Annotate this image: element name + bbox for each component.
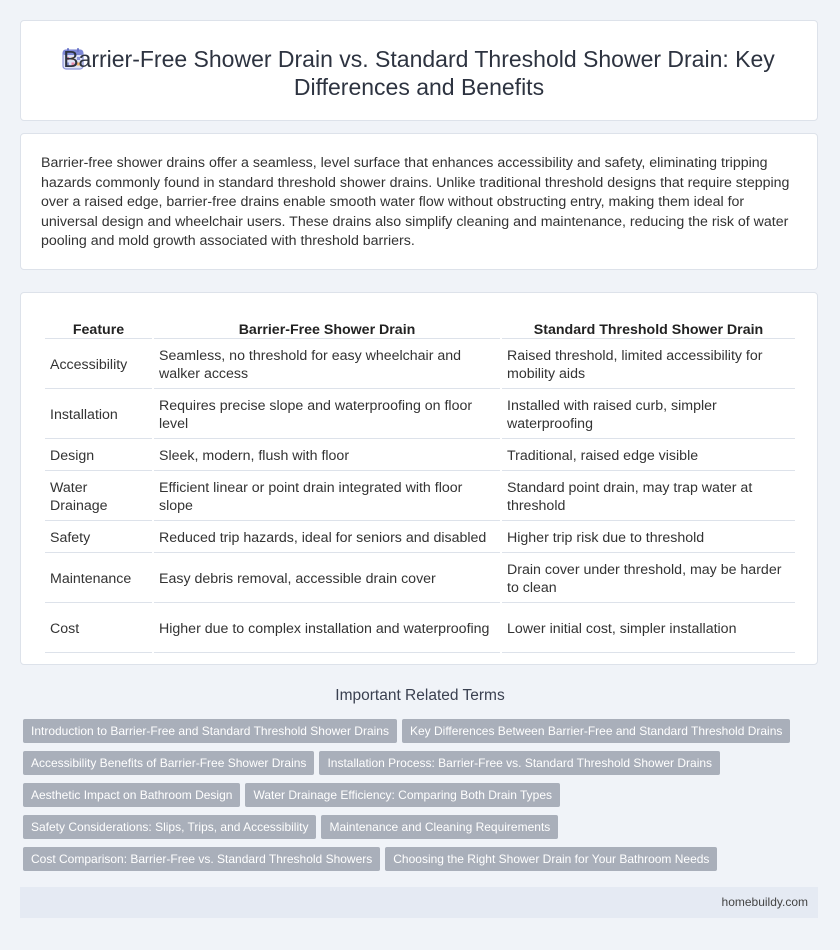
table-row	[45, 341, 795, 389]
header-barrier-free: Barrier-Free Shower Drain	[154, 313, 500, 339]
barrier-free-cell: Seamless, no threshold for easy wheelchair and walker access	[154, 341, 500, 389]
page-title: Barrier-Free Shower Drain vs. Standard Threshold Shower Drain: Key Differences and Benefits	[63, 46, 775, 100]
standard-cell: Lower initial cost, simpler installation	[502, 605, 795, 653]
related-tag[interactable]: Accessibility Benefits of Barrier-Free Shower Drains	[23, 751, 314, 775]
standard-cell: Traditional, raised edge visible	[502, 441, 795, 471]
standard-cell: Drain cover under threshold, may be harder to clean	[502, 555, 795, 603]
header-standard: Standard Threshold Shower Drain	[502, 313, 795, 339]
table-row	[45, 605, 795, 653]
related-tag[interactable]: Water Drainage Efficiency: Comparing Both Drain Types	[245, 783, 560, 807]
barrier-free-cell: Higher due to complex installation and waterproofing	[154, 605, 500, 653]
standard-cell: Installed with raised curb, simpler waterproofing	[502, 391, 795, 439]
table-row	[45, 391, 795, 439]
related-tag[interactable]: Installation Process: Barrier-Free vs. Standard Threshold Shower Drains	[319, 751, 720, 775]
feature-cell: Design	[45, 441, 152, 471]
comparison-card	[20, 292, 818, 665]
barrier-free-cell: Sleek, modern, flush with floor	[154, 441, 500, 471]
feature-cell: Maintenance	[45, 555, 152, 603]
related-tag[interactable]: Key Differences Between Barrier-Free and Standard Threshold Drains	[402, 719, 790, 743]
feature-cell: Safety	[45, 523, 152, 553]
feature-cell: Installation	[45, 391, 152, 439]
footer-site-link[interactable]: homebuildy.com	[721, 895, 808, 909]
related-terms-title: Important Related Terms	[335, 687, 505, 704]
barrier-free-cell: Requires precise slope and waterproofing on floor level	[154, 391, 500, 439]
table-row	[45, 441, 795, 471]
header-feature: Feature	[45, 313, 152, 339]
standard-cell: Standard point drain, may trap water at threshold	[502, 473, 795, 521]
related-tag[interactable]: Aesthetic Impact on Bathroom Design	[23, 783, 240, 807]
related-tag[interactable]: Introduction to Barrier-Free and Standard Threshold Shower Drains	[23, 719, 397, 743]
title-card	[20, 20, 818, 121]
standard-cell: Raised threshold, limited accessibility for mobility aids	[502, 341, 795, 389]
related-tag[interactable]: Choosing the Right Shower Drain for Your Bathroom Needs	[385, 847, 717, 871]
barrier-free-cell: Reduced trip hazards, ideal for seniors and disabled	[154, 523, 500, 553]
table-row	[45, 523, 795, 553]
barrier-free-cell: Easy debris removal, accessible drain cover	[154, 555, 500, 603]
feature-cell: Cost	[45, 605, 152, 653]
table-row	[45, 473, 795, 521]
related-tag[interactable]: Maintenance and Cleaning Requirements	[321, 815, 558, 839]
related-tag[interactable]: Cost Comparison: Barrier-Free vs. Standard Threshold Showers	[23, 847, 380, 871]
comparison-table	[43, 311, 797, 655]
standard-cell: Higher trip risk due to threshold	[502, 523, 795, 553]
feature-cell: Water Drainage	[45, 473, 152, 521]
intro-card	[20, 133, 818, 270]
feature-cell: Accessibility	[45, 341, 152, 389]
table-row	[45, 555, 795, 603]
footer	[20, 887, 818, 918]
related-tag[interactable]: Safety Considerations: Slips, Trips, and Accessibility	[23, 815, 316, 839]
barrier-free-cell: Efficient linear or point drain integrated with floor slope	[154, 473, 500, 521]
intro-paragraph: Barrier-free shower drains offer a seamless, level surface that enhances accessibility and safety, eliminating tripping hazards commonly found in standard threshold shower drains. Unlike traditional threshold designs that require stepping over a raised edge, barrier-free drains enable smooth water flow without obstructing entry, making them ideal for universal design and wheelchair users. These drains also simplify cleaning and maintenance, reducing the risk of water pooling and mold growth associated with threshold barriers.	[41, 155, 790, 249]
related-terms-list	[23, 719, 813, 879]
